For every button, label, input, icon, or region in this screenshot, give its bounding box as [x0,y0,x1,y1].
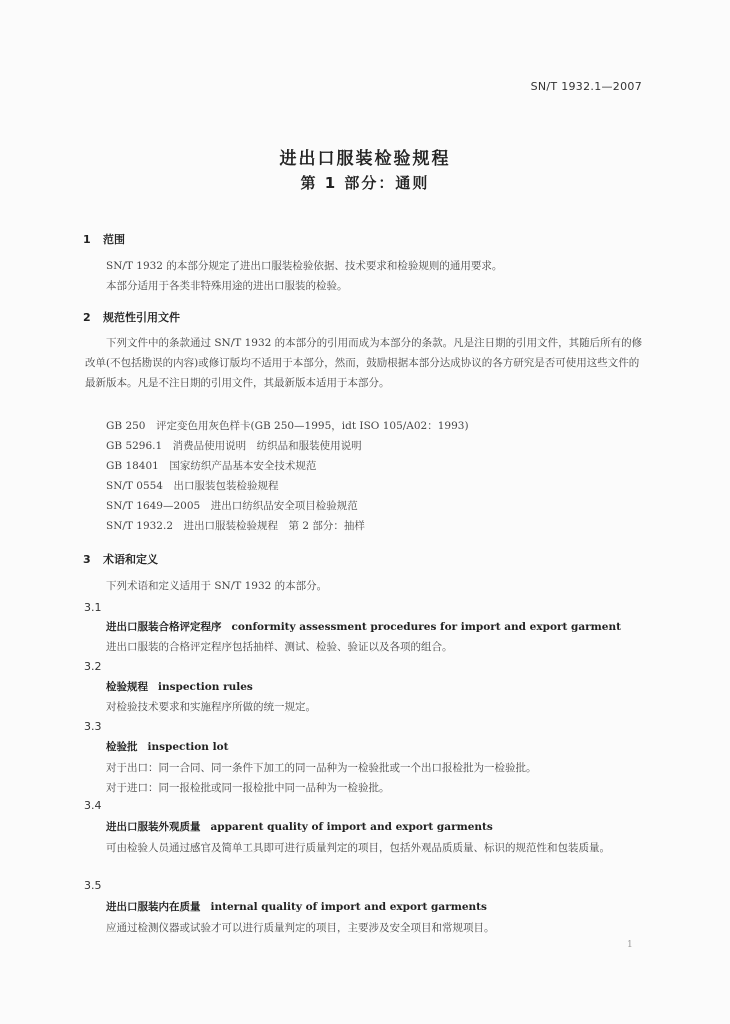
reference-item: GB 18401 国家纺织产品基本安全技术规范 [106,460,317,472]
term-en: inspection lot [147,741,229,753]
term-zh: 进出口服装内在质量 [106,901,201,913]
section-heading-terms [83,551,158,567]
term-heading [106,899,487,914]
section-number: 2 [83,311,91,324]
term-number: 3.5 [84,879,102,892]
term-definition: 进出口服装的合格评定程序包括抽样、测试、检验、验证以及各项的组合。 [106,641,453,653]
term-number: 3.2 [84,660,102,673]
term-zh: 检验批 [106,741,138,753]
scope-paragraph-2: 本部分适用于各类非特殊用途的进出口服装的检验。 [106,280,348,292]
reference-item: SN/T 0554 出口服装包装检验规程 [106,480,279,492]
term-number: 3.3 [84,720,102,733]
term-zh: 检验规程 [106,681,148,693]
section-number: 3 [83,553,91,566]
section-heading-scope [83,231,125,247]
term-zh: 进出口服装外观质量 [106,821,201,833]
section-title: 术语和定义 [103,553,158,566]
term-heading [106,739,228,754]
section-number: 1 [83,233,91,246]
term-definition: 对检验技术要求和实施程序所做的统一规定。 [106,701,316,713]
reference-item: GB 250 评定变色用灰色样卡(GB 250—1995，idt ISO 105/A02：1993) [106,420,469,432]
term-en: apparent quality of import and export garments [210,821,493,833]
term-definition: 应通过检测仪器或试验才可以进行质量判定的项目，主要涉及安全项目和常规项目。 [106,922,495,934]
term-number: 3.4 [84,799,102,812]
term-en: conformity assessment procedures for import and export garment [231,621,621,633]
term-heading [106,679,253,694]
terms-intro: 下列术语和定义适用于 SN/T 1932 的本部分。 [106,580,328,592]
reference-item: SN/T 1932.2 进出口服装检验规程 第 2 部分：抽样 [106,520,365,532]
page-number: 1 [627,940,633,950]
document-title: 进出口服装检验规程 [279,149,451,169]
term-heading [106,619,621,634]
term-zh: 进出口服装合格评定程序 [106,621,222,633]
section-title: 范围 [103,233,125,246]
term-en: inspection rules [158,681,253,693]
section-heading-normative [83,309,180,325]
reference-item: GB 5296.1 消费品使用说明 纺织品和服装使用说明 [106,440,362,452]
document-subtitle: 第 1 部分：通则 [300,174,430,192]
standard-code: SN/T 1932.1—2007 [530,80,642,93]
section-title: 规范性引用文件 [103,311,180,324]
term-en: internal quality of import and export garments [210,901,487,913]
scope-paragraph-1: SN/T 1932 的本部分规定了进出口服装检验依据、技术要求和检验规则的通用要求。 [106,260,503,272]
reference-item: SN/T 1649—2005 进出口纺织品安全项目检验规范 [106,500,358,512]
term-definition: 可由检验人员通过感官及简单工具即可进行质量判定的项目，包括外观品质质量、标识的规范性和包装质量。 [106,842,610,854]
term-definition-2: 对于进口：同一报检批或同一报检批中同一品种为一检验批。 [106,782,390,794]
term-heading [106,819,493,834]
term-definition: 对于出口：同一合同、同一条件下加工的同一品种为一检验批或一个出口报检批为一检验批。 [106,762,537,774]
normative-intro: 下列文件中的条款通过 SN/T 1932 的本部分的引用而成为本部分的条款。凡是注日期的引用文件，其随后所有的修改单(不包括勘误的内容)或修订版均不适用于本部分，然而，鼓励根据本部分达成协议的各方研究是否可使用这些文件的最新版本。凡是不注日期的引用文件，其最新版本适用于本部分。 [85,337,643,389]
term-number: 3.1 [84,601,102,614]
